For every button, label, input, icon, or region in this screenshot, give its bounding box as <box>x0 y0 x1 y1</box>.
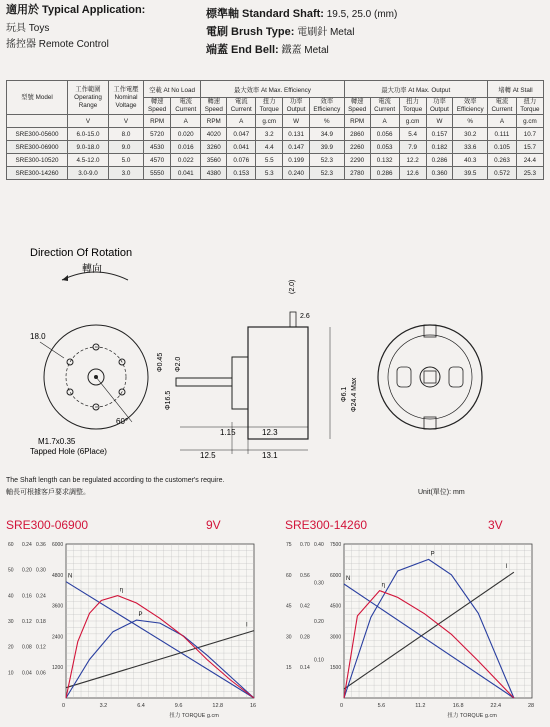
x-tick-label: 16.8 <box>452 703 464 709</box>
unit-cell: V <box>68 115 109 128</box>
dim-phi-244: Φ24.4 Max <box>351 377 358 412</box>
table-cell: 0.286 <box>426 154 453 167</box>
header-max-efficiency: 最大效率 At Max. Efficiency <box>201 81 344 98</box>
unit-cell: W <box>283 115 310 128</box>
sub-header: 扭力 Torque <box>399 98 426 115</box>
y-tick-label: 15 <box>286 665 292 672</box>
table-cell: 2290 <box>344 154 370 167</box>
header-no-load: 空載 At No Load <box>144 81 201 98</box>
table-cell: 0.147 <box>283 141 310 154</box>
dim-13-1: 13.1 <box>262 451 278 460</box>
unit-cell: A <box>171 115 201 128</box>
x-tick-label: 5.6 <box>377 703 386 709</box>
right-chart-voltage: 3V <box>488 518 503 532</box>
standard-shaft: 標準軸 Standard Shaft: 19.5, 25.0 (mm) <box>206 8 398 20</box>
table-row <box>7 141 544 154</box>
sub-header: 電流 Current <box>488 98 517 115</box>
y-tick-label: 0.70 <box>300 542 310 548</box>
table-cell: 4.5-12.0 <box>68 154 109 167</box>
unit-cell: W <box>426 115 453 128</box>
y-tick-label: 4500 <box>330 603 342 610</box>
brush-type: 電刷 Brush Type: 電刷針 Metal <box>206 26 355 38</box>
table-row <box>7 154 544 167</box>
x-axis-label: 扭力 TORQUE g.cm <box>447 713 497 719</box>
table-cell: 4.4 <box>256 141 283 154</box>
dim-thread: M1.7x0.35 <box>38 437 76 446</box>
sub-header: 扭力 Torque <box>516 98 543 115</box>
table-row <box>7 167 544 180</box>
table-cell: 5.3 <box>256 167 283 180</box>
table-cell: 5.0 <box>109 154 144 167</box>
y-tick-label: 0.08 <box>22 644 32 651</box>
y-tick-label: 75 <box>286 542 292 548</box>
table-cell: 12.2 <box>399 154 426 167</box>
y-tick-label: 1500 <box>330 665 342 672</box>
table-cell: 0.111 <box>488 128 517 141</box>
unit-cell: RPM <box>144 115 171 128</box>
table-cell: 24.4 <box>516 154 543 167</box>
dim-2-6: 2.6 <box>300 313 310 320</box>
unit-label: Unit(單位): mm <box>418 489 465 496</box>
series-label: P <box>138 612 143 619</box>
dim-tapped-hole: Tapped Hole (6Place) <box>30 447 107 456</box>
y-tick-label: 3600 <box>52 603 64 610</box>
sub-header: 扭力 Torque <box>256 98 283 115</box>
x-tick-label: 9.6 <box>174 703 183 709</box>
table-cell: 0.056 <box>370 128 399 141</box>
sub-header: 轉速 Speed <box>201 98 227 115</box>
table-cell: 5550 <box>144 167 171 180</box>
unit-cell: g.cm <box>516 115 543 128</box>
y-tick-label: 0.06 <box>36 670 46 677</box>
x-tick-label: 16 <box>250 703 257 709</box>
y-tick-label: 0.24 <box>22 542 32 548</box>
y-tick-label: 3000 <box>330 634 342 641</box>
x-tick-label: 3.2 <box>99 703 108 709</box>
table-cell: 5.4 <box>399 128 426 141</box>
table-cell: 0.157 <box>426 128 453 141</box>
table-cell: 0.047 <box>227 128 256 141</box>
table-cell: 2860 <box>344 128 370 141</box>
y-tick-label: 45 <box>286 603 292 610</box>
y-tick-label: 7500 <box>330 542 342 548</box>
sub-header: 電流 Current <box>370 98 399 115</box>
y-tick-label: 0.18 <box>36 619 46 625</box>
table-cell: 25.3 <box>516 167 543 180</box>
application-toys: 玩具 Toys <box>6 23 50 34</box>
dim-1-15: 1.15 <box>220 428 236 437</box>
header-nominal-voltage: 工作電壓 Nominal Voltage <box>109 81 144 115</box>
y-tick-label: 0.16 <box>22 593 32 600</box>
end-bell: 端蓋 End Bell: 鐵蓋 Metal <box>206 44 329 56</box>
rotation-title: Direction Of Rotation <box>30 247 133 259</box>
y-tick-label: 0.14 <box>300 665 310 672</box>
table-cell: 4570 <box>144 154 171 167</box>
header-operating-range: 工作範圍 Operating Range <box>68 81 109 115</box>
table-cell: 3.0 <box>109 167 144 180</box>
table-cell: 8.0 <box>109 128 144 141</box>
table-cell: 0.263 <box>488 154 517 167</box>
table-cell: 5.5 <box>256 154 283 167</box>
x-tick-label: 0 <box>62 703 66 709</box>
y-tick-label: 30 <box>8 619 14 625</box>
dim-60: 60° <box>116 417 129 426</box>
series-label: η <box>119 587 124 594</box>
y-tick-label: 0.12 <box>22 619 32 625</box>
shaft-note: The Shaft length can be regulated according to the customer's require. <box>6 477 225 484</box>
header-stall: 堵轉 At Stall <box>488 81 544 98</box>
back-view <box>378 325 482 429</box>
table-cell: 3.0-9.0 <box>68 167 109 180</box>
dim-phi-165: Φ16.5 <box>165 390 172 410</box>
dim-18: 18.0 <box>30 332 46 341</box>
chart-sre300-06900 <box>4 534 266 724</box>
table-cell: 2260 <box>344 141 370 154</box>
table-cell: 4020 <box>201 128 227 141</box>
table-cell: 7.9 <box>399 141 426 154</box>
table-cell: 5720 <box>144 128 171 141</box>
unit-cell <box>7 115 68 128</box>
rotation-arrowhead-icon <box>62 275 68 281</box>
table-cell: SRE300-06900 <box>7 141 68 154</box>
y-tick-label: 0.10 <box>314 657 324 664</box>
table-cell: 30.2 <box>453 128 488 141</box>
application-remote-control: 搖控器 Remote Control <box>6 39 109 50</box>
unit-cell: A <box>488 115 517 128</box>
table-cell: 0.041 <box>171 167 201 180</box>
series-label: N <box>346 576 351 583</box>
sub-header: 電流 Current <box>171 98 201 115</box>
right-chart-title: SRE300-14260 <box>285 518 368 532</box>
table-cell: 52.3 <box>309 167 344 180</box>
y-tick-label: 0.28 <box>300 634 310 641</box>
series-label: I <box>505 564 508 571</box>
dim-2-0: (2.0) <box>289 279 296 294</box>
series-label: P <box>430 551 435 558</box>
series-label: η <box>381 582 385 589</box>
table-cell: 0.053 <box>370 141 399 154</box>
table-cell: 4380 <box>201 167 227 180</box>
unit-cell: RPM <box>344 115 370 128</box>
x-tick-label: 6.4 <box>137 703 145 709</box>
header-model: 型號 Model <box>7 81 68 115</box>
left-chart-title: SRE300-06900 <box>6 518 89 532</box>
y-tick-label: 10 <box>8 670 14 677</box>
header-max-output: 最大功率 At Max. Output <box>344 81 487 98</box>
table-cell: 10.7 <box>516 128 543 141</box>
rotation-cn: 轉向 <box>82 264 102 275</box>
y-tick-label: 40 <box>8 593 14 600</box>
y-tick-label: 4800 <box>52 572 64 579</box>
sub-header: 電流 Current <box>227 98 256 115</box>
dim-phi-2: Φ2.0 <box>175 356 182 372</box>
side-view <box>176 312 330 454</box>
table-cell: 9.0 <box>109 141 144 154</box>
unit-cell: A <box>227 115 256 128</box>
table-cell: 0.105 <box>488 141 517 154</box>
sub-header: 功率 Output <box>426 98 453 115</box>
y-tick-label: 6000 <box>330 572 342 579</box>
chart-sre300-14260 <box>282 534 544 724</box>
y-tick-label: 6000 <box>52 542 64 548</box>
unit-cell: A <box>370 115 399 128</box>
sub-header: 轉速 Speed <box>144 98 171 115</box>
x-axis-label: 扭力 TORQUE g.cm <box>169 713 219 719</box>
unit-cell: g.cm <box>399 115 426 128</box>
table-cell: 0.022 <box>171 154 201 167</box>
y-tick-label: 0.40 <box>314 542 324 548</box>
y-tick-label: 0.20 <box>22 567 32 574</box>
table-cell: 9.0-18.0 <box>68 141 109 154</box>
y-tick-label: 0.42 <box>300 603 310 610</box>
table-cell: 0.131 <box>283 128 310 141</box>
table-cell: 0.016 <box>171 141 201 154</box>
unit-cell: g.cm <box>256 115 283 128</box>
table-cell: 15.7 <box>516 141 543 154</box>
table-cell: 0.360 <box>426 167 453 180</box>
dimension-drawing <box>0 232 550 502</box>
table-cell: 0.132 <box>370 154 399 167</box>
y-tick-label: 0.56 <box>300 572 310 579</box>
sub-header: 效率 Efficiency <box>309 98 344 115</box>
sub-header: 轉速 Speed <box>344 98 370 115</box>
table-cell: SRE300-05600 <box>7 128 68 141</box>
typical-application-label: 適用於 Typical Application: <box>6 4 146 16</box>
x-tick-label: 28 <box>528 703 535 709</box>
y-tick-label: 0.30 <box>314 580 324 587</box>
unit-cell: RPM <box>201 115 227 128</box>
table-cell: 39.9 <box>309 141 344 154</box>
unit-cell: % <box>453 115 488 128</box>
x-tick-label: 12.8 <box>212 703 224 709</box>
y-tick-label: 60 <box>286 572 292 579</box>
dim-phi-045: Φ0.45 <box>157 352 164 372</box>
table-cell: 2780 <box>344 167 370 180</box>
table-cell: 0.020 <box>171 128 201 141</box>
x-tick-label: 0 <box>340 703 344 709</box>
table-cell: 52.3 <box>309 154 344 167</box>
table-cell: SRE300-10520 <box>7 154 68 167</box>
table-cell: 0.240 <box>283 167 310 180</box>
y-tick-label: 30 <box>286 634 292 641</box>
y-tick-label: 2400 <box>52 634 64 641</box>
table-cell: 0.286 <box>370 167 399 180</box>
table-cell: 40.3 <box>453 154 488 167</box>
table-cell: 4530 <box>144 141 171 154</box>
unit-cell: % <box>309 115 344 128</box>
x-tick-label: 22.4 <box>490 703 502 709</box>
table-cell: 34.9 <box>309 128 344 141</box>
table-cell: 33.6 <box>453 141 488 154</box>
table-cell: 0.182 <box>426 141 453 154</box>
unit-cell: V <box>109 115 144 128</box>
y-tick-label: 0.20 <box>314 619 324 625</box>
sub-header: 功率 Output <box>283 98 310 115</box>
table-cell: 39.5 <box>453 167 488 180</box>
table-cell: 3560 <box>201 154 227 167</box>
table-cell: 0.153 <box>227 167 256 180</box>
y-tick-label: 0.36 <box>36 542 46 548</box>
y-tick-label: 0.30 <box>36 567 46 574</box>
table-cell: 0.572 <box>488 167 517 180</box>
series-label: I <box>246 622 248 629</box>
left-chart-voltage: 9V <box>206 518 221 532</box>
series-label: N <box>68 573 73 580</box>
y-tick-label: 50 <box>8 567 14 574</box>
table-cell: 0.076 <box>227 154 256 167</box>
y-tick-label: 0.04 <box>22 670 32 677</box>
table-cell: 0.199 <box>283 154 310 167</box>
y-tick-label: 0.24 <box>36 593 46 600</box>
table-row <box>7 128 544 141</box>
table-cell: 6.0-15.0 <box>68 128 109 141</box>
dim-12-5: 12.5 <box>200 451 216 460</box>
dim-12-3: 12.3 <box>262 428 278 437</box>
dim-phi-61: Φ6.1 <box>341 386 348 402</box>
table-cell: 0.041 <box>227 141 256 154</box>
shaft-note-cn: 軸長可根據客戶要求調整。 <box>6 489 90 496</box>
y-tick-label: 60 <box>8 542 14 548</box>
specification-table <box>6 80 544 180</box>
table-cell: 12.6 <box>399 167 426 180</box>
front-view <box>40 325 148 429</box>
y-tick-label: 1200 <box>52 665 64 672</box>
y-tick-label: 20 <box>8 644 14 651</box>
sub-header: 效率 Efficiency <box>453 98 488 115</box>
x-tick-label: 11.2 <box>415 703 426 709</box>
table-cell: SRE300-14260 <box>7 167 68 180</box>
table-cell: 3.2 <box>256 128 283 141</box>
y-tick-label: 0.12 <box>36 644 46 651</box>
table-cell: 3260 <box>201 141 227 154</box>
